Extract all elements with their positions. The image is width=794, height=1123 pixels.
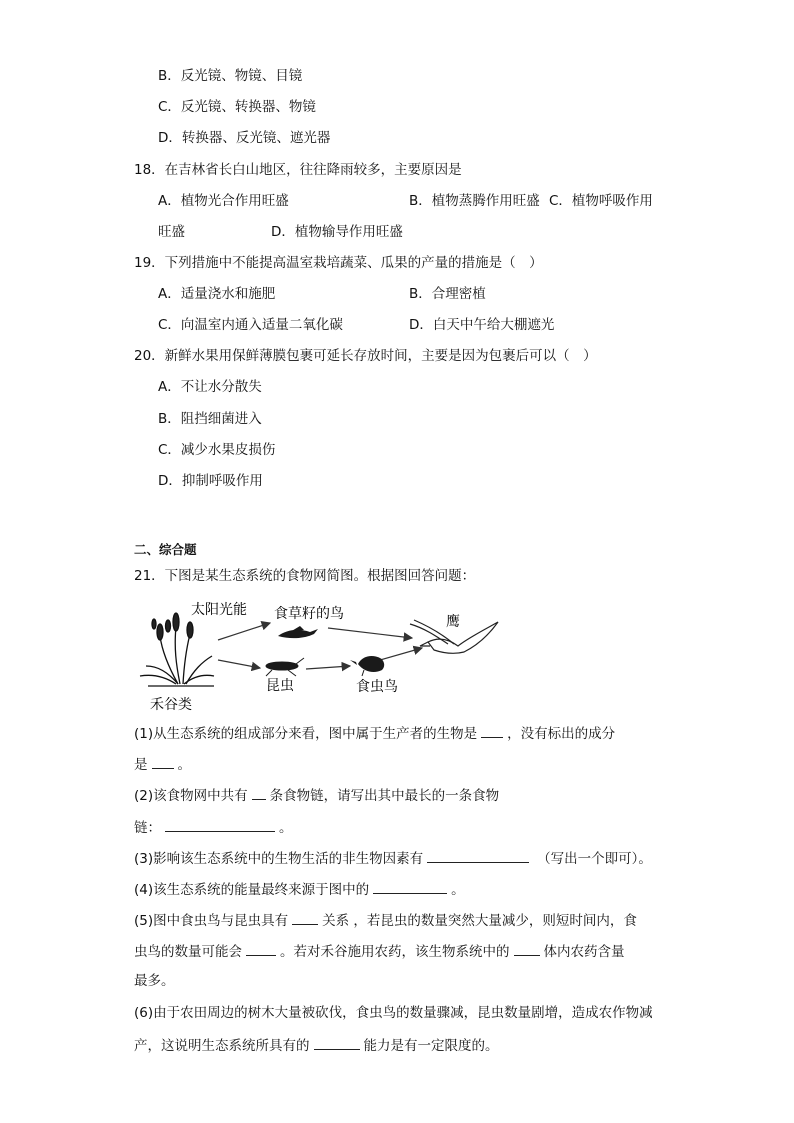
q21-p1-blank-producer[interactable] xyxy=(481,723,503,738)
q21-p2-blank-chain[interactable] xyxy=(165,817,275,832)
q21-p5-text-b: 关系 ，若昆虫的数量突然大量减少，则短时间内，食 xyxy=(322,913,637,929)
q21-stem: 21．下图是某生态系统的食物网简图。根据图回答问题： xyxy=(134,568,476,584)
seed-bird-icon xyxy=(278,626,318,638)
q18-option-c-cont: 旺盛 xyxy=(158,224,185,240)
q21-part5-line1 xyxy=(134,910,637,930)
q21-p5-text-d: 。若对禾谷施用农药，该生物系统中的 xyxy=(280,944,510,960)
q21-part6-line2 xyxy=(134,1035,499,1055)
q21-p5-blank-relation[interactable] xyxy=(292,910,318,925)
q20-option-b: B．阻挡细菌进入 xyxy=(158,411,262,427)
q20-option-a: A．不让水分散失 xyxy=(158,379,262,395)
q21-p1-blank-missing[interactable] xyxy=(152,754,174,769)
q21-p3-text-b: （写出一个即可）。 xyxy=(537,851,652,867)
q18-option-b: B．植物蒸腾作用旺盛 xyxy=(409,193,540,209)
q18-option-d: D．植物输导作用旺盛 xyxy=(271,224,403,240)
q21-part2-line1 xyxy=(134,785,499,805)
section-title: 二、综合题 xyxy=(134,542,197,557)
fig-label-grain: 禾谷类 xyxy=(150,697,192,713)
q21-p5-text-c: 虫鸟的数量可能会 xyxy=(134,944,242,960)
q21-p2-blank-count[interactable] xyxy=(252,785,266,800)
arrow-insect-bird-to-hawk xyxy=(380,648,422,660)
q21-part5-line3: 最多。 xyxy=(134,973,175,989)
fig-label-sun: 太阳光能 xyxy=(191,602,247,618)
q17-option-b: B．反光镜、物镜、目镜 xyxy=(158,68,303,84)
arrow-grain-to-insect xyxy=(218,660,260,668)
q19-option-a: A．适量浇水和施肥 xyxy=(158,286,276,302)
q21-p1-text-b: ，没有标出的成分 xyxy=(507,726,616,742)
q21-part2-line2 xyxy=(134,817,293,837)
arrow-insect-to-insect-bird xyxy=(306,666,350,669)
grain-plant-icon xyxy=(140,613,214,686)
q21-part5-line2 xyxy=(134,941,625,961)
q18-option-c: C．植物呼吸作用 xyxy=(549,193,653,209)
q21-p5-blank-organism[interactable] xyxy=(514,941,540,956)
q21-p1-text-a: (1)从生态系统的组成部分来看，图中属于生产者的生物是 xyxy=(134,726,478,742)
q21-p6-text-b: 产，这说明生态系统所具有的 xyxy=(134,1038,310,1054)
q21-p1-text-c: 是 xyxy=(134,757,148,773)
q21-p6-text-c: 能力是有一定限度的。 xyxy=(363,1038,499,1054)
q21-p5-text-e: 体内农药含量 xyxy=(543,944,625,960)
q21-p4-text-a: (4)该生态系统的能量最终来源于图中的 xyxy=(134,882,370,898)
fig-label-seed-bird: 食草籽的鸟 xyxy=(274,606,344,622)
insect-bird-icon xyxy=(350,656,384,676)
food-web-figure xyxy=(128,596,508,714)
q20-option-c: C．减少水果皮损伤 xyxy=(158,442,276,458)
q20-option-d: D．抑制呼吸作用 xyxy=(158,473,263,489)
q19-option-d: D．白天中午给大棚遮光 xyxy=(409,317,555,333)
q18-option-a: A．植物光合作用旺盛 xyxy=(158,193,289,209)
q21-part1-line1 xyxy=(134,723,615,743)
q19-stem: 19．下列措施中不能提高温室栽培蔬菜、瓜果的产量的措施是（ ） xyxy=(134,255,543,271)
q21-p5-blank-change[interactable] xyxy=(246,941,276,956)
q18-stem: 18．在吉林省长白山地区，往往降雨较多，主要原因是 xyxy=(134,162,462,178)
q21-p2-text-a: (2)该食物网中共有 xyxy=(134,788,248,804)
q21-p3-text-a: (3)影响该生态系统中的生物生活的非生物因素有 xyxy=(134,851,424,867)
q21-part1-line2 xyxy=(134,754,191,774)
q20-stem: 20．新鲜水果用保鲜薄膜包裹可延长存放时间，主要是因为包裹后可以（ ） xyxy=(134,348,597,364)
q21-p6-blank-ability[interactable] xyxy=(314,1035,360,1050)
q21-part3 xyxy=(134,848,652,868)
q21-p4-blank-energy[interactable] xyxy=(373,879,447,894)
q21-p5-text-a: (5)图中食虫鸟与昆虫具有 xyxy=(134,913,289,929)
q21-p1-text-d: 。 xyxy=(177,757,191,773)
q21-part6-line1: (6)由于农田周边的树木大量被砍伐，食虫鸟的数量骤减，昆虫数量剧增，造成农作物减 xyxy=(134,1005,653,1021)
arrow-seed-bird-to-hawk xyxy=(328,628,412,638)
fig-label-hawk: 鹰 xyxy=(446,614,460,630)
q21-p3-blank-factor[interactable] xyxy=(427,848,529,863)
q21-p2-text-c: 链： xyxy=(134,820,161,836)
q21-p2-text-d: 。 xyxy=(279,820,293,836)
q19-option-c: C．向温室内通入适量二氧化碳 xyxy=(158,317,343,333)
q17-option-d: D．转换器、反光镜、遮光器 xyxy=(158,130,331,146)
q21-part4 xyxy=(134,879,465,899)
q17-option-c: C．反光镜、转换器、物镜 xyxy=(158,99,316,115)
arrow-grain-to-seed-bird xyxy=(218,623,270,640)
fig-label-insect: 昆虫 xyxy=(266,678,294,694)
fig-label-insect-bird: 食虫鸟 xyxy=(356,679,398,695)
q21-p4-text-b: 。 xyxy=(451,882,465,898)
q21-p2-text-b: 条食物链，请写出其中最长的一条食物 xyxy=(269,788,500,804)
q19-option-b: B．合理密植 xyxy=(409,286,486,302)
insect-icon xyxy=(266,658,304,676)
